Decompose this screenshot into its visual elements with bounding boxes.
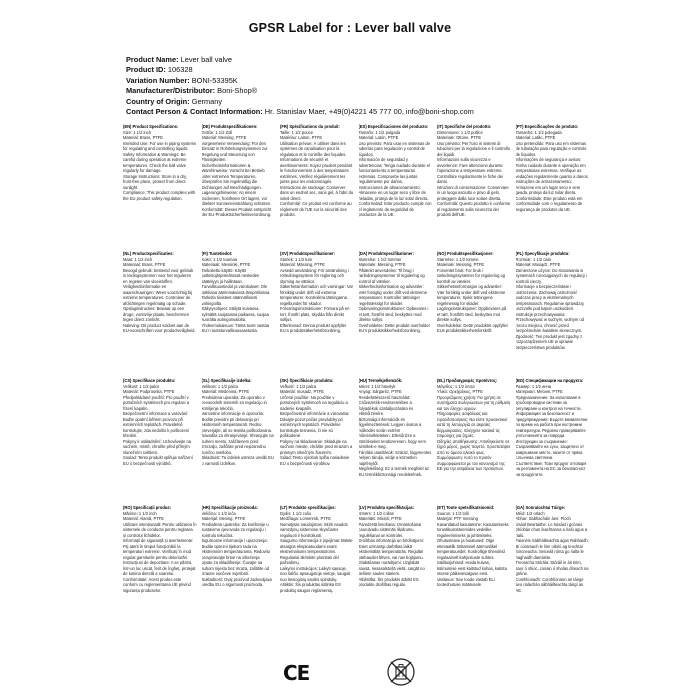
spec-line: Laikymo instrukcijos: Laikyti sausoje, nuo šalčio apsaugotoje vietoje, saugoti nuo tiesioginių saulės spindulių.	[280, 565, 351, 582]
spec-line: Určené použitie: Na použitie v potrubných systémoch na reguláciu a riadenie kvapalín.	[280, 394, 348, 411]
spec-line: Información de seguridad y advertencias: Tenga cuidado durante el funcionamiento a temperaturas extremas. Compruebe las juntas regularmente por daños.	[358, 157, 430, 184]
language-block	[280, 251, 354, 379]
spec-line: Bezpečnostné informácie a varovania: Dávajte pozor počas prevádzky pri extrémnych teplotách. Pravidelne kontrolujte tesnenia, či nie sú poškodené.	[280, 411, 350, 438]
spec-line: Materjal: PTF messing	[437, 516, 478, 521]
spec-line: Säilytysohjeet: Säilytä kuivassa, kylmältä suojatussa paikassa, suojaa suoralta auringonvalolta.	[201, 306, 269, 322]
spec-line: Storlek: 1 1/2 tum	[280, 256, 313, 262]
crossed-out-bin-icon	[386, 657, 416, 687]
spec-line: Velikost: 1 1/2 palce	[123, 383, 160, 389]
spec-line: Paredzētā lietošana: Izmantošanai cauruļvadu sistēmās šķidrumu regulēšanai un kontrolei.	[358, 521, 422, 538]
spec-line: Sikkerhetsinformasjon og advarsler: Vær forsiktig under drift ved ekstreme temperaturer. Sjekk tetningene regelmessig for skader.	[437, 284, 506, 306]
language-block	[359, 124, 433, 252]
spec-line: Instructions de stockage: Conserver dans un endroit sec, sans gel, à l'abri du soleil direct.	[280, 184, 354, 201]
language-heading: (IT) Specifiche del prodotto:	[437, 124, 492, 129]
spec-line: Storage Instructions: Store in a dry, frost-free place, protect from direct sunlight.	[123, 173, 187, 190]
info-contact: Contact Person & Contact Information: Hr. Stanislav Maer, +49(0)4221 45 777 00, info@boni-shop.com	[126, 107, 474, 117]
spec-line: Utilisation prévue: À utiliser dans les systèmes de canalisation pour la régulation et le contrôle des liquides.	[280, 140, 347, 157]
language-block	[202, 378, 276, 506]
spec-line: Navodila za shranjevanje: Shranjujte na suhem mestu, zaščitenem pred zmrzaljo, zaščitite pred neposredno sončno svetlobo.	[201, 433, 274, 455]
ce-mark-icon: CE	[283, 661, 310, 685]
spec-line: Atbilstība: Šis produkts atbilst ES produktu drošības regulai.	[358, 576, 419, 587]
language-block	[359, 378, 433, 506]
spec-line: Informații de siguranță și avertismente: Fiți atent în timpul funcționării la temperaturi extreme. Verificați în mod regulat garniturile pentru deteriorări.	[123, 538, 194, 560]
spec-line: Izmērs: 1 1/2 collas	[358, 510, 394, 516]
language-block	[516, 505, 590, 633]
spec-line: Bezpečnostní informace a varování: Buďte opatrní během provozu při extrémních teplotách. Pravidelně kontrolujte, zda nedošlo k poškození těsnění.	[123, 411, 190, 438]
spec-line: Pokyny k uskladnění: Uchovávejte na suchém, místě, chraňte před přímým slunečním světlem.	[123, 438, 192, 455]
language-heading: (CS) Specifikace produktu:	[123, 378, 176, 383]
spec-line: Veiligheidsinformatie en waarschuwingen: Wees voorzichtig bij extreme temperaturen. Controleer de afdichtingen regelmatig op schade.	[123, 284, 193, 306]
spec-line: Instrucțiuni de depozitare: A se păstra într-un loc uscat, ferit de îngheț, protejat de lumina directă a soarelui.	[123, 560, 196, 576]
language-heading: (HU) Termékjellemzők:	[358, 378, 403, 383]
language-heading: (NO) Produktspesifikasjoner:	[437, 251, 494, 256]
info-product-name: Product Name: Lever ball valve	[126, 55, 232, 64]
language-heading: (BG) Спецификации на продукта:	[515, 378, 584, 383]
spec-line: Numatytas naudojimas: Skirti naudoti vamzdynų sistemose skysčiams reguliuoti ir kontroliuoti.	[280, 521, 348, 538]
spec-line: Koko: 1 1/2 tuumaa	[201, 256, 238, 262]
language-heading: (DA) Produktspecifikationer:	[358, 251, 414, 256]
spec-line: Συμμόρφωση: Αυτό το προϊόν συμμορφώνεται με τον κανονισμό της ΕΕ για την ασφάλεια των προϊόντων.	[437, 455, 505, 471]
spec-line: Compliance: This product complies with the EU product safety regulation.	[123, 190, 196, 201]
language-heading: (PT) Especificações do produto:	[515, 124, 579, 129]
spec-line: Sicherheitsinformationen & Warnhinweise: Vorsicht bei Betrieb unter extremen Temperaturen. Überprüfen Sie regelmäßig die Dichtungen auf Beschädigungen.	[201, 162, 265, 190]
spec-line: Efterlevnad: Denna produkt uppfyller EU:s produktsäkerhetsförordning.	[280, 322, 347, 333]
info-country: Country of Origin: Germany	[126, 96, 223, 106]
language-heading: (PL) Specyfikacje produktu:	[515, 251, 570, 256]
language-block	[437, 251, 511, 379]
language-heading: (GA) Sonraíochtaí Táirge:	[515, 505, 566, 510]
spec-line: Инструкции за съхранение: Съхранявайте на сухо, защитено от замръзване място, пазете от пряка слънчева светлина.	[515, 438, 584, 460]
spec-line: Yhdenmukaisuus: Tämä tuote vastaa EU:n tuoteturvallisuusasetusta.	[201, 322, 270, 333]
spec-line: Material: Mässing, PTFE	[280, 262, 325, 267]
language-block	[202, 251, 276, 379]
spec-line: Treoracha Stórála: Stóráil in áit tirim, saor ó shioc, cosain ó sholas díreach na gréine.	[515, 560, 589, 576]
spec-line: Predvidena uporaba: Za uporabo v cevovodnih sistemih za regulacijo in krmiljenje tekočin.	[201, 394, 267, 411]
spec-line: Dimensione: 1 1/2 pollice	[437, 129, 483, 135]
spec-line: Ábhar: Sabhacháin áen: Pioch	[515, 516, 571, 521]
spec-line: Conformità: Questo prodotto è conforme al regolamento sulla sicurezza dei prodotti dell'UE.	[437, 201, 511, 217]
spec-line: Lagerungshinweise: An einem trockenen, frostfreien Ort lagern, vor direkter Sonneneinstrahlung schützen.	[201, 190, 272, 206]
language-block	[437, 505, 511, 633]
language-heading: (SK) Špecifikácie produktu:	[280, 378, 334, 383]
spec-line: Materiale: Messing, PTFE	[437, 262, 485, 267]
spec-line: Οδηγίες αποθήκευσης: Αποθηκεύστε σε ξηρό μέρος, χωρίς παγετό, προστατέψτε από το άμεσο ηλιακό φως.	[437, 438, 511, 455]
spec-line: Информация за безопасност и предупреждения: Бъдете внимателни по време на работа при екстремни температури. Редовно проверявайте уплътненията за повреди.	[515, 411, 588, 438]
language-block	[280, 378, 354, 506]
spec-line: Sigurnosne informacije i upozorenja: Budite oprezni tijekom rada na ekstremnim temperaturama. Redovito provjeravajte brtve na oštećenja.	[201, 538, 270, 560]
spec-line: Taille: 1 1/2 pouce	[280, 129, 313, 135]
spec-line: Konformität: Dieses Produkt entspricht der EU-Produktsicherheitsverordnung.	[201, 206, 272, 217]
spec-line: Vorgesehene Verwendung: Für den Einsatz in Rohrleitungssystemen zur Regelung und Steuerung von Flüssigkeiten.	[201, 140, 268, 162]
spec-line: Material: Messing, PTFE	[201, 135, 247, 140]
spec-line: Størrelse: 1 1/2 tomme	[437, 256, 479, 262]
spec-line: Předpokládané použití: Pro použití v potrubních systémech pro regulaci a řízení kapalin.	[123, 394, 189, 411]
spec-line: Materijal: Mesing, PTFE	[201, 516, 246, 521]
spec-line: Tamaño: 1 1/2 pulgada	[358, 129, 401, 135]
language-heading: (LT) Produkto specifikacijos:	[280, 505, 336, 510]
language-block	[516, 378, 590, 506]
spec-line: Material: Alamă, PTFE	[123, 516, 164, 521]
language-block	[437, 124, 511, 252]
spec-line: Materiaali: Messinki, PTFE	[201, 262, 251, 267]
spec-line: Matériau: Laiton, PTFE	[280, 135, 323, 140]
language-block	[123, 505, 197, 633]
language-block	[123, 378, 197, 506]
language-block	[123, 251, 197, 379]
spec-line: Veľkosť: 1 1/2 palca	[280, 383, 317, 389]
spec-line: Forventet bruk: For bruk i rørledningssystemer for regulering og kontroll av væsker.	[437, 267, 506, 284]
spec-line: Uso previsto: Per l'uso in sistemi di tubazioni per la regolazione e il controllo dei liquidi.	[437, 140, 511, 157]
language-heading: (EN) Product Specifications:	[123, 124, 179, 129]
language-heading: (ET) Toote spetsifikatsioonid:	[437, 505, 495, 510]
spec-line: Overholdelse: Dette produktet oppfyller EUs produktsikkerhetsforskrift.	[437, 322, 508, 333]
spec-line: Размер: 1 1/2 инча	[515, 383, 552, 389]
spec-line: Opslaginstructies: Bewaar op een droge, vorstvrije plaats, beschermen tegen direct zonlicht.	[123, 306, 189, 322]
spec-line: Größe: 1 1/2 Zoll	[201, 129, 233, 135]
spec-line: Materiál: Podprosnka, PTFE	[123, 389, 175, 394]
spec-line: Avsedd användning: För användning i rörledningssystem för reglering och styrning av vätskor.	[280, 267, 349, 284]
spec-line: Úsáid Beartaithe: Le húsáid i gcórais phíobán chun leachtanna a rialú agus a rialú.	[515, 521, 588, 538]
spec-line: Sukladnost: Ovaj proizvod zadovoljava uredbu EU o sigurnosti proizvoda.	[201, 576, 272, 587]
spec-line: Saugumo informacija ir įspėjimai: Būkite atsargūs eksploatuodami esant ekstremalioms temperatūroms. Reguliariai tikrinkite plombas dėl pažeidimų.	[280, 538, 353, 565]
spec-line: Rozmiar: 1 1/2 cala	[515, 256, 551, 262]
spec-line: Istruzioni di conservazione: Conservare in un luogo asciutto e privo di gelo, proteggere dalla luce solare diretta.	[437, 184, 509, 201]
spec-line: Atitiktis: Šis produktas atitinka ES produktų saugos reglamentą.	[280, 582, 341, 593]
spec-line: Skladnost: Ta izdelek ustreza uredbi EU o varnosti izdelkov.	[201, 455, 274, 466]
label-title: GPSR Label for : Lever ball valve	[248, 21, 452, 35]
language-heading: (HR) Specifikacije proizvoda:	[201, 505, 258, 510]
spec-line: Instruções de armazenamento: Armazene em um lugar seco e sem geada, proteja da luz solar direta.	[515, 179, 581, 195]
language-heading: (NL) Productspecificaties:	[123, 251, 174, 256]
spec-line: Varnostne informacije in opozorila: Bodite previdni pri delovanju pri ekstremnih temperaturah. Redno preverjajte, ali so tesnila poškodovana.	[201, 411, 273, 433]
spec-line: Conformitate: Acest produs este conform cu reglementarea UE privind siguranța produselor.	[123, 576, 191, 593]
spec-line: Съответствие: Този продукт отговаря на регламента на ЕС за безопасност на продуктите.	[515, 460, 587, 477]
spec-line: Materiál: mosadz, PTFE	[280, 389, 324, 394]
language-block	[280, 505, 354, 633]
language-block	[202, 505, 276, 633]
spec-line: Lagringsinstruksjoner: Oppbevares på et tørt, frostfritt sted, beskyttes mot direkte sollys.	[437, 306, 507, 322]
spec-line: Pokyny na skladovanie: Skladujte na suchom mieste, chráňte pred mrazom a priamym slnečným žiarením.	[280, 438, 353, 455]
language-row	[123, 251, 589, 379]
language-block	[516, 124, 590, 252]
spec-line: Drošības informācija un brīdinājumi: Esiet uzmanīgi darbības laikā ekstremālās temperatūrās. Regulāri pārbaudiet blīves, vai nav bojājumu.	[358, 538, 424, 560]
info-product-id: Product ID: 106328	[126, 65, 193, 75]
spec-line: Overholdelse: Dette produkt overholder EU's produktsikkerhedsforordning.	[358, 322, 430, 333]
spec-line: Maat: 1 1/2 inch	[123, 256, 153, 262]
spec-line: Safety Information & Warnings: Be careful during operation at extreme temperatures. Check the ball valve regularly for damage.	[123, 151, 187, 173]
spec-line: Informações de segurança e avisos: Tenha cuidado durante a operação em temperaturas extremas. Verifique as vedações regularmente quanto a danos.	[515, 157, 589, 179]
spec-line: Υλικό: Ορείχαλκος, PTFE	[437, 389, 483, 394]
spec-line: Säkerhetsinformation och varningar: Var försiktig under drift vid extrema temperaturer. Kontrollera tätningarna regelbundet för skador.	[280, 284, 353, 306]
spec-line: Säilitusjuhised: Hoida kuivas, külmumise eest kaitstud kohas, kaitsta otsese päikesevalguse eest.	[437, 560, 507, 576]
spec-line: Materiaal: Brass, PTFE	[123, 262, 166, 267]
spec-line: Naleving: Dit product voldoet aan de EU-voorschriften voor productveiligheid.	[123, 322, 196, 333]
spec-line: Medžiaga: Lomenmb, PTFE	[280, 516, 331, 521]
language-heading: (FR) Spécifications du produit:	[280, 124, 340, 129]
spec-line: Rendeltetésszerű használat: Csővezeték-rendszerekben a folyadékok szabályozására és ellenőrzésére.	[358, 394, 414, 416]
language-heading: (SL) Specifikacije izdelka:	[201, 378, 252, 383]
info-variation-number: Variation Number: BONI-53395K	[126, 75, 238, 85]
language-row	[123, 505, 589, 633]
spec-line: Ohutusteave ja hoiatused: Olge ettevaatlik töötamisel äärmuslikel temperatuuridel. Kontrollige tihendeid regulaarselt kahjustuste suhtes.	[437, 538, 505, 560]
spec-line: Kavandatud kasutamine: Kasutamiseks torustikusüsteemides vedelike reguleerimiseks ja juhtimiseks.	[437, 521, 509, 538]
spec-line: Zgodność: Ten produkt jest zgodny z rozporządzeniem UE w sprawie bezpieczeństwa produktów.	[515, 333, 583, 350]
spec-line: Megfelelőség: Ez a termék megfelel az EU termékbiztonsági rendeletének.	[358, 466, 430, 477]
spec-line: Uso previsto: Para usar en sistemas de tuberías para regulación y control de líquidos.	[358, 140, 430, 157]
spec-line: Förvaringsinstruktioner: Förvara på en torr, frostfri plats, skydda från direkt solljus.	[280, 306, 350, 322]
language-heading: (EL) Προδιαγραφές προϊόντος:	[437, 378, 498, 383]
spec-line: Veličina: 1 1/2 inča	[201, 510, 236, 516]
language-heading: (RO) Specificații produs:	[123, 505, 171, 510]
spec-line: Materiale: Ottone, PTFE	[437, 135, 482, 140]
language-row	[123, 378, 589, 506]
language-block	[359, 505, 433, 633]
language-block	[202, 124, 276, 252]
spec-line: Informacje o bezpieczeństwie i ostrzeżenia: Zachowaj ostrożność podczas pracy w ekstremalnych temperaturach. Regularnie sprawdzaj uszczelki pod kątem uszkodzeń.	[515, 284, 584, 311]
spec-line: Méid: 1/2 orlach	[515, 510, 545, 516]
spec-line: Glabāšanas norādījumi: Uzglabāt sausā, nesasalstošā vietā, sargāt no tiešiem saules stariem.	[358, 560, 425, 576]
language-block	[359, 251, 433, 379]
spec-line: Material: Latão, PTFE	[515, 135, 556, 140]
spec-line: Beoogd gebruik: bestemd voor gebruik in leidingsystemen voor het reguleren en regelen van vloeistoffen.	[123, 267, 194, 284]
language-row	[123, 124, 589, 252]
spec-line: Informations de sécurité et avertissements: Soyez prudent pendant le fonctionnement à des températures extrêmes. Vérifiez régulièrement les joints pour les endommagés.	[280, 157, 353, 184]
spec-line: Upute za skladištenje: Čuvajte na suhom mjestu bez mraza, zaštitite od izravne sunčeve svjetlosti.	[201, 560, 270, 576]
spec-line: Informazioni sulla sicurezza e avvertenze: Fare attenzione durante l'operazione a temperature estreme. Controllare regolarmente le fiche dei danni.	[437, 157, 503, 184]
spec-line: Instrucciones de almacenamiento: Almacene en un lugar seco y libre de heladas, proteja de la luz solar directa.	[358, 184, 429, 201]
language-heading: (DE) Produktspezifikationen:	[201, 124, 258, 129]
spec-line: Størrelse: 1 1/2 tommer	[358, 256, 402, 262]
language-heading: (LV) Produkta specifikācijas:	[358, 505, 415, 510]
spec-line: Материал: Месинг, PTFE	[515, 389, 563, 394]
product-info	[126, 55, 474, 117]
spec-line: Conformidad: Este producto cumple con el reglamento de seguridad de productos de la UE.	[358, 201, 432, 217]
spec-line: Predviđena upotreba: Za korištenje u sustavima cjevovoda za regulaciju i kontrolu tekućina.	[201, 521, 269, 538]
spec-line: Faisnéis Sábháilteachta agus Rabhaidh: Bí cúramach le linn oibriú ag teochtaí foircneacha. Seiceáil rónta go rialta le haghaidh damáiste.	[515, 538, 589, 560]
spec-line: Предназначение: За използване в тръбопроводни системи за регулиране и контрол на течности.	[515, 394, 582, 411]
language-block	[516, 251, 590, 379]
spec-line: Uso pretendido: Para uso em sistemas de tubulação para regulação e controle de líquidos.	[515, 140, 587, 157]
spec-line: Sikkerhedsinformation og advarsler: Vær forsigtig under drift ved ekstreme temperaturer. Kontroller tætninger regelmæssigt for skader.	[358, 284, 427, 306]
spec-line: Mărime: 1 1/2 inch	[123, 510, 157, 516]
spec-line: Προοριζόμενη χρήση: Για χρήση σε συστήματα σωληνώσεων για τη ρύθμιση και τον έλεγχο υγρών.	[437, 394, 511, 411]
spec-line: Tárolási utasítások: Száraz, fagymentes helyen tárolja, védje a közvetlen napfénytől.	[358, 449, 432, 466]
spec-line: Materiał: Mosiądz, PTFE	[515, 262, 561, 267]
spec-line: Conformité: Ce produit est conforme au règlement de l'UE sur la sécurité des produits.	[280, 201, 352, 217]
spec-line: Anyag: Sárgaréz, PTFE	[358, 389, 402, 394]
spec-line: Instrukcje przechowywania: Przechowywać w suchym, wolnym od mrozu miejscu, chronić przed bezpośrednim światłem słonecznym.	[515, 311, 584, 333]
language-heading: (ES) Especificaciones del producto:	[358, 124, 429, 129]
spec-line: Comhlíonadh: Comhlíonann an táirge seo rialachán sábháilteachta táirgí an AE.	[515, 576, 584, 593]
spec-line: Material: Brass, PTFE	[123, 135, 164, 140]
spec-line: Zamierzone użycie: Do stosowania w systemach rurociągowych do regulacji i kontroli cieczy.	[515, 267, 587, 284]
spec-line: Súlad: Tento výrobok spĺňa nariadenie EÚ o bezpečnosti výrobkov.	[280, 455, 350, 466]
spec-line: Materiāls: Misiņš, PTFE	[358, 516, 402, 521]
spec-line: Soulad: Tento produkt splňuje nařízení EU o bezpečnosti výrobků.	[123, 455, 193, 466]
spec-line: Material: Latón, PTFE	[358, 135, 399, 140]
spec-line: Turvallisuustiedot ja varoitukset: Ole tarkkana äärimmäisissä lämpötiloissa. Tarkista tiivisteet säännöllisesti vahingoilta.	[201, 284, 271, 306]
spec-line: Material: Medenina, PTFE	[201, 389, 250, 394]
language-block	[123, 124, 197, 252]
spec-line: Påtænkt anvendelse: Til brug i rørledningssystemer til regulering og kontrol af væsker.	[358, 267, 425, 284]
spec-line: Dydis: 1 1/2 colio	[280, 510, 312, 516]
language-block	[280, 124, 354, 252]
language-block	[437, 378, 511, 506]
spec-line: Méret: 1 1/2 hüvelyk	[358, 383, 396, 389]
spec-line: Suurus: 1 1/2 tolli	[437, 510, 469, 516]
spec-line: Opbevaringsinstruktioner: Opbevares i et tørt, frostfrit sted, beskyttes mod direkte sollys.	[358, 306, 429, 322]
spec-line: Size: 1 1/2 inch	[123, 129, 151, 135]
spec-line: Tamanho: 1 1/2 polegada	[515, 129, 562, 135]
info-manufacturer: Manufacturer/Distributor: Boni-Shop®	[126, 86, 258, 96]
spec-line: Velikost: 1 1/2 palca	[201, 383, 238, 389]
spec-line: Intended Use: For use in piping systems for regulating and controlling liquids.	[123, 140, 197, 151]
spec-line: Biztonsági információk és figyelmeztetések: Legyen óvatos a működés során extrém hőmérsékleteken. Ellenőrizze a tömítéseket rendszeresen, hogy nem sérültek-e meg.	[358, 416, 426, 449]
spec-line: Materiale: Messing, PTFE	[358, 262, 406, 267]
language-heading: (SV) Produktspecifikationer:	[280, 251, 336, 256]
spec-line: Πληροφορίες ασφάλειας και προειδοποιήσεις: Να είστε προσεκτικοί κατά τη λειτουργία σε ακραίες θερμοκρασίες. Ελέγχετε τακτικά τις τσιμούχες για ζημιές.	[437, 411, 508, 438]
spec-line: Utilizare intenționată: Pentru utilizarea în sistemele de conducte pentru reglarea și controlul lichidelor.	[123, 521, 197, 538]
spec-line: Vastavus: See toode vastab ELi tooteohutuse määrusele.	[437, 576, 495, 587]
spec-line: Tarkoitettu käyttö: Käyttö putkistojärjestelmissä nesteiden säätelyyn ja hallintaan.	[201, 267, 260, 284]
language-heading: (FI) Tuotetiedot:	[201, 251, 233, 256]
spec-line: Conformidade: Este produto está em conformidade com o regulamento de segurança de produtos da UE.	[515, 195, 583, 212]
spec-line: Μέγεθος: 1 1/2 ίντσα	[437, 383, 475, 389]
